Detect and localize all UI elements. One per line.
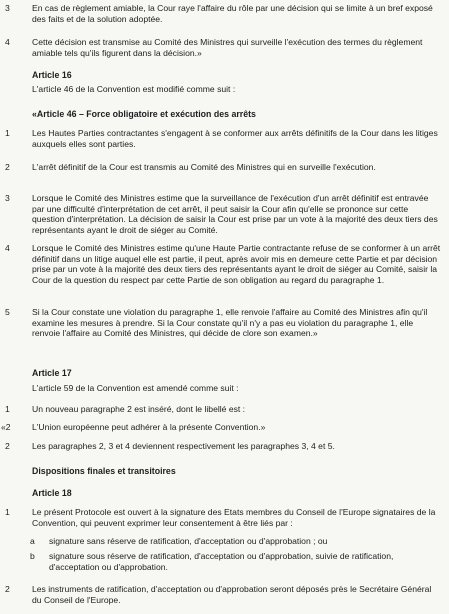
article-17-intro: L'article 59 de la Convention est amendé comme suit :	[32, 383, 239, 393]
paragraph-text: Les Hautes Parties contractantes s'engagent à se conformer aux arrêts définitifs de la Cour dans les litiges auxquels elles sont parties.	[32, 128, 438, 149]
paragraph-text: En cas de règlement amiable, la Cour raye l'affaire du rôle par une décision qui se limite à un bref exposé des faits et de la solution adoptée.	[32, 3, 433, 24]
article-16-heading: Article 16	[32, 70, 72, 80]
paragraph-number: 3	[5, 3, 10, 13]
paragraph-text: Cette décision est transmise au Comité des Ministres qui surveille l'exécution des termes du règlement amiable tels qu'ils figurent dans la décision.»	[32, 37, 423, 58]
list-item-b: signature sous réserve de ratification, d'acceptation ou d'approbation, suivie de ratification, d'acceptation ou d'approbation.	[49, 551, 394, 572]
paragraph-number: «2	[1, 422, 11, 432]
list-item-a: signature sans réserve de ratification, d'acceptation ou d'approbation ; ou	[49, 536, 328, 546]
paragraph-text: L'Union européenne peut adhérer à la présente Convention.»	[32, 422, 266, 432]
paragraph-number: 2	[5, 584, 10, 594]
article-17-heading: Article 17	[32, 368, 72, 378]
paragraph-number: 1	[5, 128, 10, 138]
paragraph-number: 1	[5, 404, 10, 414]
article-46-subheading: «Article 46 – Force obligatoire et exécution des arrêts	[32, 109, 256, 119]
list-label-b: b	[30, 551, 35, 561]
paragraph-text: Lorsque le Comité des Ministres estime que la surveillance de l'exécution d'un arrêt définitif est entravée par une difficulté d'interprétation de cet arrêt, il peut saisir la Cour afin qu'elle se prononce sur cette question d'interprétation. La décision de saisir la Cour est prise par un vote à la majorité des deux tiers des représentants ayant le droit de siéger au Comité.	[32, 193, 438, 235]
paragraph-text: Un nouveau paragraphe 2 est inséré, dont le libellé est :	[32, 404, 246, 414]
paragraph-number: 4	[5, 243, 10, 253]
paragraph-number: 3	[5, 193, 10, 203]
paragraph-number: 1	[5, 507, 10, 517]
final-provisions-heading: Dispositions finales et transitoires	[32, 466, 176, 476]
paragraph-number: 2	[5, 441, 10, 451]
paragraph-number: 4	[5, 37, 10, 47]
paragraph-text: Si la Cour constate une violation du paragraphe 1, elle renvoie l'affaire au Comité des Ministres afin qu'il examine les mesures à prendre. Si la Cour constate qu'il n'y a pas eu violation du paragraphe 1, elle renvoie l'affaire au Comité des Ministres, qui décide de clore son examen.»	[32, 307, 428, 339]
paragraph-text: Le présent Protocole est ouvert à la signature des Etats membres du Conseil de l'Europe signataires de la Convention, qui peuvent exprimer leur consentement à être liés par :	[32, 507, 436, 528]
paragraph-number: 2	[5, 162, 10, 172]
list-label-a: a	[30, 536, 35, 546]
article-18-heading: Article 18	[32, 488, 72, 498]
paragraph-text: Les paragraphes 2, 3 et 4 deviennent respectivement les paragraphes 3, 4 et 5.	[32, 441, 335, 451]
paragraph-text: L'arrêt définitif de la Cour est transmis au Comité des Ministres qui en surveille l'exécution.	[32, 162, 376, 172]
paragraph-text: Les instruments de ratification, d'acceptation ou d'approbation seront déposés près le Secrétaire Général du Conseil de l'Europe.	[32, 584, 432, 605]
article-16-intro: L'article 46 de la Convention est modifié comme suit :	[32, 84, 236, 94]
paragraph-number: 5	[5, 307, 10, 317]
paragraph-text: Lorsque le Comité des Ministres estime qu'une Haute Partie contractante refuse de se conformer à un arrêt définitif dans un litige auquel elle est partie, il peut, après avoir mis en demeure cette Partie et par décision prise par un vote à la majorité des deux tiers des représentants ayant le droit de siéger au Comité, saisir la Cour de la question du respect par cette Partie de son obligation au regard du paragraphe 1.	[32, 243, 441, 285]
